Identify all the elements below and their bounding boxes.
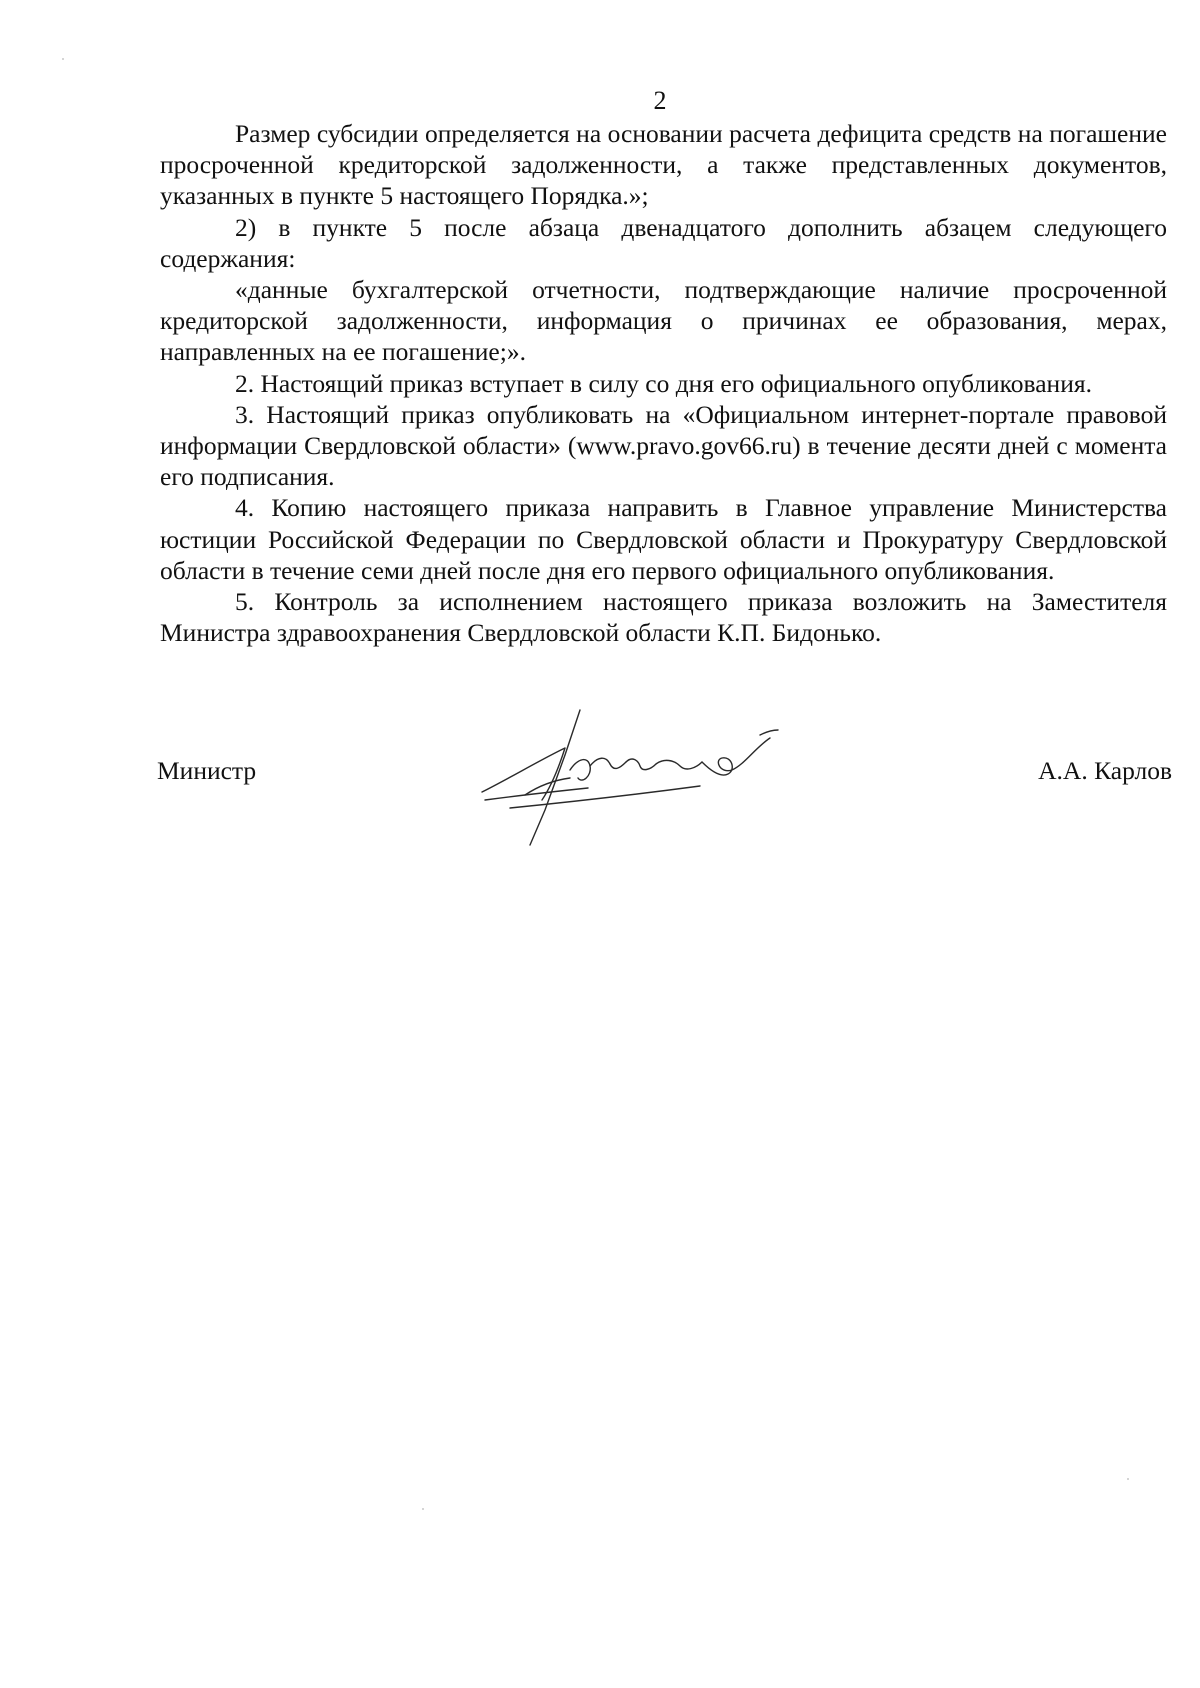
signatory-name: А.А. Карлов xyxy=(1038,756,1172,785)
paragraph-clause-5: 5. Контроль за исполнением настоящего приказа возложить на Заместителя Министра здравоохранения Свердловской области К.П. Бидонько. xyxy=(160,587,1167,648)
scan-speck xyxy=(1127,1478,1129,1480)
paragraph-clause-4: 4. Копию настоящего приказа направить в Главное управление Министерства юстиции Российской Федерации по Свердловской области и Прокуратуру Свердловской области в течение семи дней после дня его первого официального опубликования. xyxy=(160,493,1167,585)
paragraph-clause-3: 3. Настоящий приказ опубликовать на «Официальном интернет-портале правовой информации Свердловской области» (www.pravo.gov66.ru) в течение десяти дней с момента его подписания. xyxy=(160,399,1167,492)
paragraph-subsidy-size: Размер субсидии определяется на основании расчета дефицита средств на погашение просроченной кредиторской задолженности, а также представленных документов, указанных в пункте 5 настоящего Порядка.»; xyxy=(160,119,1167,211)
paragraph-clause-2: 2. Настоящий приказ вступает в силу со дня его официального опубликования. xyxy=(235,368,1092,398)
scan-speck xyxy=(62,58,64,60)
signatory-title: Министр xyxy=(157,756,257,785)
document-body xyxy=(160,118,1167,648)
signature-block xyxy=(157,756,1172,796)
page-number: 2 xyxy=(653,86,667,115)
scan-speck xyxy=(422,1508,424,1510)
paragraph-amendment-item-2: 2) в пункте 5 после абзаца двенадцатого дополнить абзацем следующего содержания: xyxy=(160,212,1167,273)
paragraph-inserted-text: «данные бухгалтерской отчетности, подтверждающие наличие просроченной кредиторской задолженности, информация о причинах ее образования, мерах, направленных на ее погашение;». xyxy=(160,275,1167,367)
